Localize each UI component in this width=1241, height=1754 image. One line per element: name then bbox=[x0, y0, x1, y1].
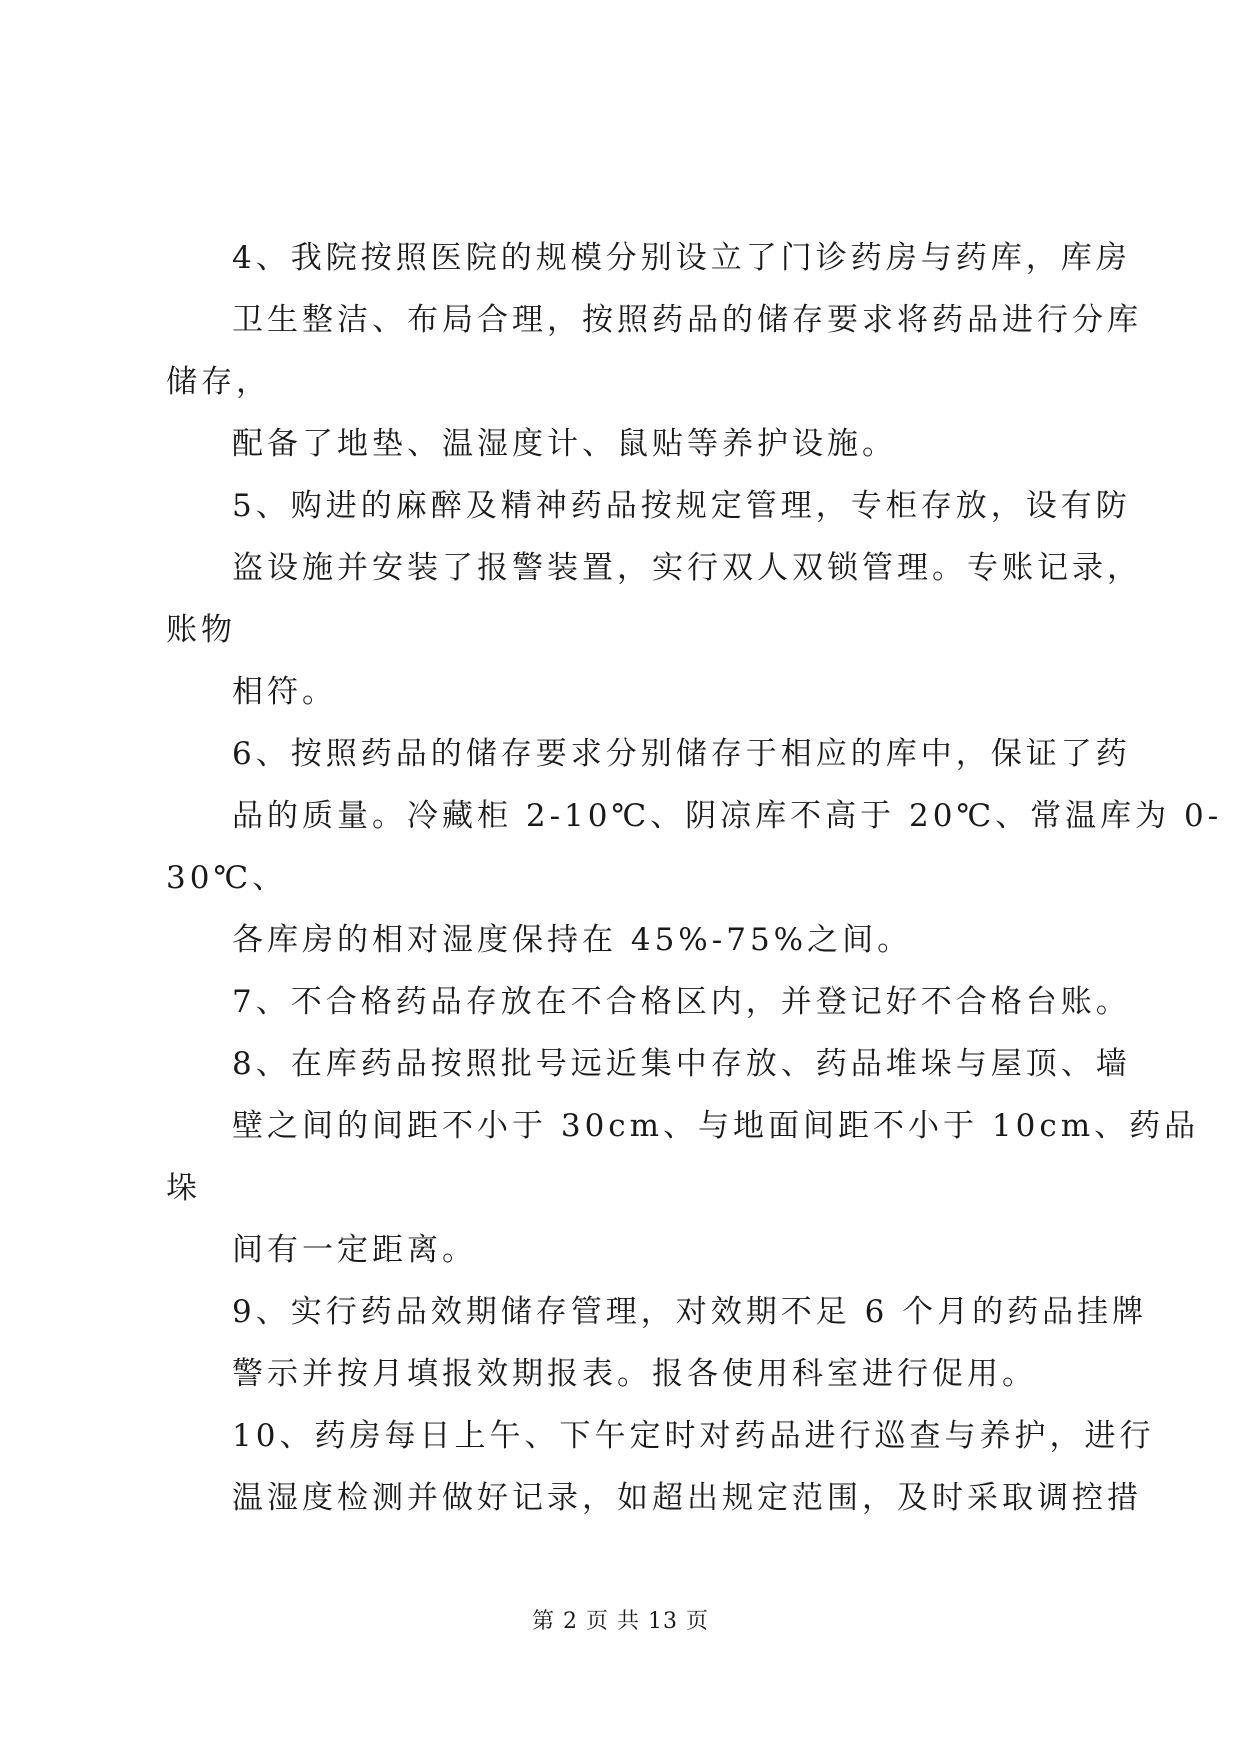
text-line: 30℃、 bbox=[166, 860, 288, 896]
text-line: 垛 bbox=[166, 1170, 201, 1206]
text-line: 各库房的相对湿度保持在 45%-75%之间。 bbox=[232, 922, 913, 958]
text-line: 配备了地垫、温湿度计、鼠贴等养护设施。 bbox=[232, 426, 897, 462]
text-line: 4、我院按照医院的规模分别设立了门诊药房与药库，库房 bbox=[232, 240, 1131, 276]
text-line: 账物 bbox=[166, 612, 236, 648]
page-number-footer: 第 2 页 共 13 页 bbox=[532, 1609, 709, 1634]
text-line: 温湿度检测并做好记录，如超出规定范围，及时采取调控措 bbox=[232, 1480, 1142, 1516]
text-line: 警示并按月填报效期报表。报各使用科室进行促用。 bbox=[232, 1356, 1037, 1392]
text-line: 卫生整洁、布局合理，按照药品的储存要求将药品进行分库 bbox=[232, 302, 1142, 338]
text-line: 10、药房每日上午、下午定时对药品进行巡查与养护，进行 bbox=[232, 1418, 1155, 1454]
text-line: 品的质量。冷藏柜 2-10℃、阴凉库不高于 20℃、常温库为 0- bbox=[232, 798, 1223, 834]
text-line: 5、购进的麻醉及精神药品按规定管理，专柜存放，设有防 bbox=[232, 488, 1131, 524]
text-line: 相符。 bbox=[232, 674, 337, 710]
text-line: 6、按照药品的储存要求分别储存于相应的库中，保证了药 bbox=[232, 736, 1131, 772]
text-line: 盗设施并安装了报警装置，实行双人双锁管理。专账记录， bbox=[232, 550, 1142, 586]
text-line: 壁之间的间距不小于 30cm、与地面间距不小于 10cm、药品 bbox=[232, 1108, 1200, 1144]
text-line: 间有一定距离。 bbox=[232, 1232, 477, 1268]
text-line: 9、实行药品效期储存管理，对效期不足 6 个月的药品挂牌 bbox=[232, 1294, 1148, 1330]
text-line: 7、不合格药品存放在不合格区内，并登记好不合格台账。 bbox=[232, 984, 1131, 1020]
text-line: 8、在库药品按照批号远近集中存放、药品堆垛与屋顶、墙 bbox=[232, 1046, 1131, 1082]
text-line: 储存， bbox=[166, 364, 271, 400]
